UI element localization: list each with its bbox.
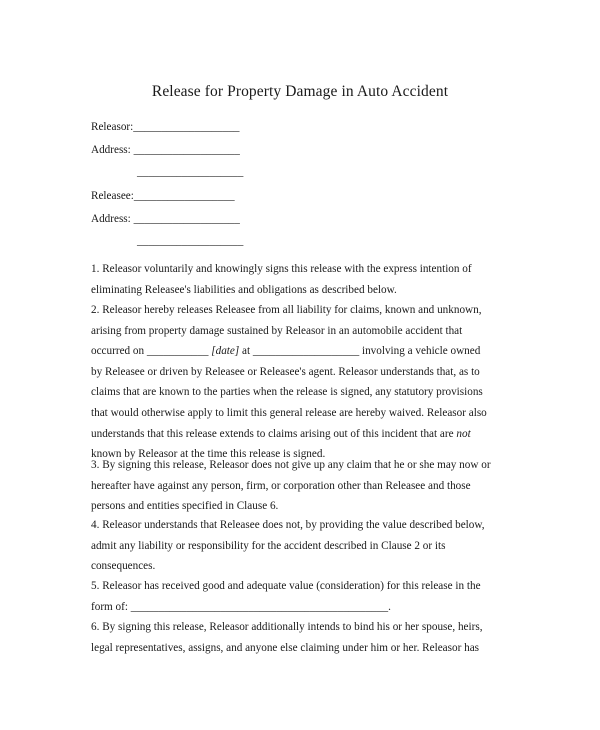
clause-line: 4. Releasor understands that Releasee does not, by providing the value described below,	[91, 519, 485, 531]
clause-line: eliminating Releasee's liabilities and obligations as described below.	[91, 283, 397, 296]
occurred-on-blank: occurred on ___________	[91, 345, 209, 358]
clause-4	[91, 515, 511, 577]
clause-line: consequences.	[91, 560, 156, 573]
clause-line: by Releasee or driven by Releasee or Releasee's agent. Releasor understands that, as to	[91, 365, 480, 378]
vehicle-owned-text: involving a vehicle owned	[361, 345, 481, 358]
releasee-address-line-2: ___________________	[137, 235, 244, 247]
clause-1	[91, 259, 511, 300]
clause-line: persons and entities specified in Clause 6.	[91, 500, 279, 513]
clause-3	[91, 455, 511, 517]
clause-line: that would otherwise apply to limit this general release are hereby waived. Releasor also	[91, 406, 487, 419]
extends-text: understands that this release extends to claims arising out of this incident that are	[91, 427, 454, 440]
clause-6	[91, 617, 511, 658]
clause-line: 5. Releasor has received good and adequate value (consideration) for this release in the	[91, 580, 481, 592]
clause-5	[91, 576, 511, 617]
clause-line: claims that are known to the parties when the release is signed, any statutory provisions	[91, 386, 483, 399]
releasor-field: Releasor:___________________	[91, 121, 240, 133]
not-emphasis: not	[456, 427, 471, 440]
clause-line: hereafter have against any person, firm, or corporation other than Releasee and those	[91, 479, 471, 492]
clause-line: 6. By signing this release, Releasor additionally intends to bind his or her spouse, heirs,	[91, 621, 483, 633]
releasee-address-field: Address: ___________________	[91, 213, 240, 225]
consideration-blank: form of: ______________________________________________.	[91, 600, 391, 613]
location-blank: at ___________________	[242, 345, 360, 358]
releasor-address-field: Address: ___________________	[91, 144, 240, 156]
clause-line: legal representatives, assigns, and anyone else claiming under him or her. Releasor has	[91, 641, 480, 654]
clause-line: 3. By signing this release, Releasor does not give up any claim that he or she may now or	[91, 459, 491, 471]
clause-2	[91, 300, 511, 465]
releasor-address-line-2: ___________________	[137, 166, 244, 178]
date-placeholder: [date]	[211, 345, 240, 358]
clause-line: arising from property damage sustained by Releasor in an automobile accident that	[91, 324, 463, 337]
clause-line	[91, 424, 511, 445]
clause-line: known by Releasor at the time this release is signed.	[91, 448, 326, 461]
releasee-field: Releasee:__________________	[91, 190, 235, 202]
clause-line: admit any liability or responsibility for the accident described in Clause 2 or its	[91, 539, 446, 552]
clause-line	[91, 341, 511, 362]
clause-line: 1. Releasor voluntarily and knowingly signs this release with the express intention of	[91, 263, 472, 275]
document-title: Release for Property Damage in Auto Accident	[151, 83, 449, 100]
clause-line: 2. Releasor hereby releases Releasee from all liability for claims, known and unknown,	[91, 304, 482, 316]
